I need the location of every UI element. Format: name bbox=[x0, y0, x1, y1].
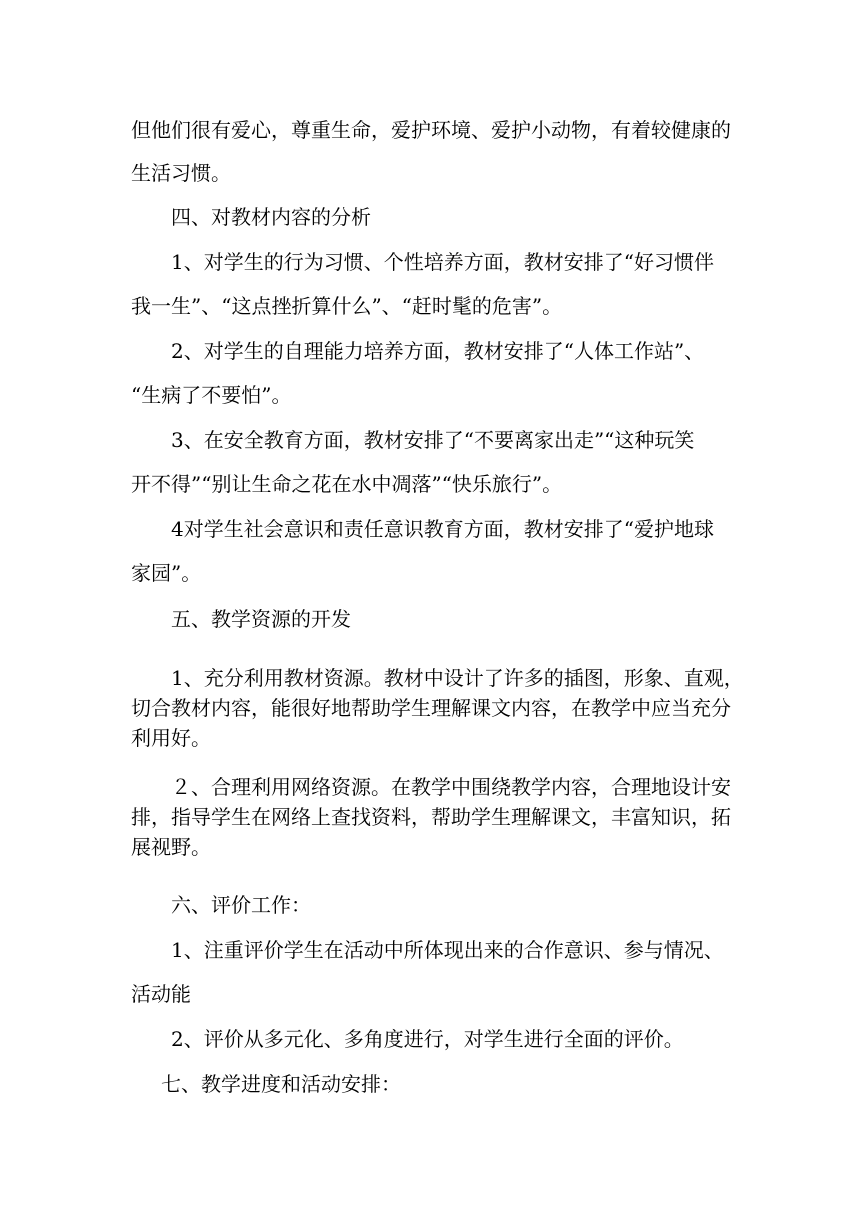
paragraph-line: ２、合理利用网络资源。在教学中围绕教学内容，合理地设计安 bbox=[171, 775, 731, 799]
paragraph-line: 展视野。 bbox=[131, 835, 211, 859]
section-heading-6: 六、评价工作： bbox=[171, 893, 311, 917]
paragraph-line: 2、对学生的自理能力培养方面，教材安排了“人体工作站”、 bbox=[171, 339, 705, 363]
paragraph-line: 3、在安全教育方面，教材安排了“不要离家出走”“这种玩笑 bbox=[171, 428, 695, 452]
section-heading-7: 七、教学进度和活动安排： bbox=[161, 1072, 401, 1096]
paragraph-line: 利用好。 bbox=[131, 726, 211, 750]
paragraph-line: 切合教材内容，能很好地帮助学生理解课文内容，在教学中应当充分 bbox=[131, 696, 731, 720]
paragraph-line: 4对学生社会意识和责任意识教育方面，教材安排了“爱护地球 bbox=[171, 517, 714, 541]
paragraph-line: 但他们很有爱心，尊重生命，爱护环境、爱护小动物，有着较健康的 bbox=[131, 118, 731, 142]
paragraph-line: 活动能 bbox=[131, 982, 191, 1006]
section-heading-4: 四、对教材内容的分析 bbox=[171, 205, 371, 229]
section-heading-5: 五、教学资源的开发 bbox=[171, 607, 351, 631]
paragraph-line: 生活习惯。 bbox=[131, 161, 231, 185]
paragraph-line: 1、注重评价学生在活动中所体现出来的合作意识、参与情况、 bbox=[171, 938, 724, 962]
paragraph-line: 1、充分利用教材资源。教材中设计了许多的插图，形象、直观， bbox=[171, 666, 744, 690]
paragraph-line: 排，指导学生在网络上查找资料，帮助学生理解课文，丰富知识，拓 bbox=[131, 805, 731, 829]
paragraph-line: 我一生”、“这点挫折算什么”、“赶时髦的危害”。 bbox=[131, 294, 563, 318]
paragraph-line: 1、对学生的行为习惯、个性培养方面，教材安排了“好习惯伴 bbox=[171, 250, 714, 274]
paragraph-line: 开不得”“别让生命之花在水中凋落”“快乐旅行”。 bbox=[131, 472, 563, 496]
paragraph-line: 家园”。 bbox=[131, 561, 202, 585]
paragraph-line: 2、评价从多元化、多角度进行，对学生进行全面的评价。 bbox=[171, 1027, 684, 1051]
paragraph-line: “生病了不要怕”。 bbox=[131, 383, 292, 407]
